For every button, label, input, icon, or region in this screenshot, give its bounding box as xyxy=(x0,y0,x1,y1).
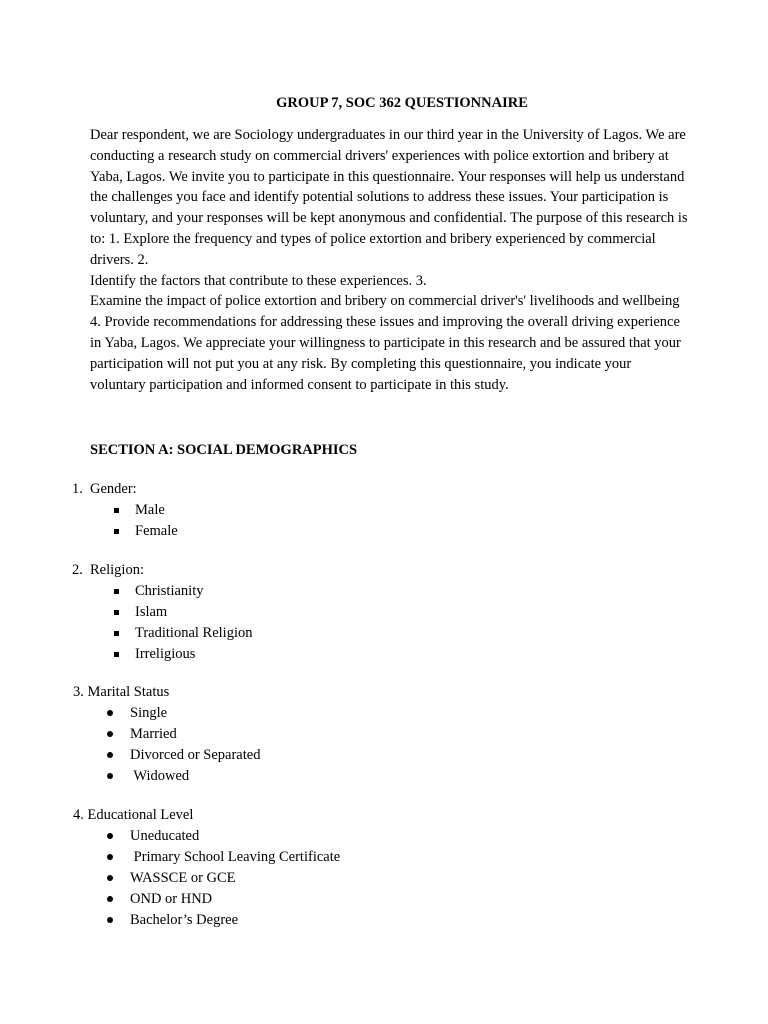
intro-paragraph: Examine the impact of police extortion and bribery on commercial driver's' livelihoods and wellbeing 4. Provide recommendations for addressing these issues and improving the overall driving experience in Yaba, Lagos. We appreciate your willingness to participate in this research and be assured that your participation will not put you at any risk. By completing this questionnaire, you indicate your voluntary participation and informed consent to participate in this study. xyxy=(90,293,681,393)
option-text: Primary School Leaving Certificate xyxy=(130,849,341,865)
intro-paragraph: Dear respondent, we are Sociology undergraduates in our third year in the University of Lagos. We are conducting a research study on commercial drivers' experiences with police extortion and bribery at Yaba, Lagos. We invite you to participate in this questionnaire. Your responses will help us understand the challenges you face and identify potential solutions to address these issues. Your participation is voluntary, and your responses will be kept anonymous and confidential. The purpose of this research is to: 1. Explore the frequency and types of police extortion and bribery experienced by commercial drivers. 2. xyxy=(90,127,688,268)
option-item[interactable] xyxy=(72,581,204,602)
option-item[interactable] xyxy=(72,521,178,542)
round-bullet-icon xyxy=(107,833,113,839)
round-bullet-icon xyxy=(107,875,113,881)
option-item[interactable] xyxy=(72,623,253,644)
square-bullet-icon xyxy=(114,508,119,513)
option-item[interactable] xyxy=(73,703,169,724)
option-text: Widowed xyxy=(130,768,190,784)
option-item[interactable] xyxy=(73,868,236,889)
option-text: Irreligious xyxy=(135,646,196,662)
option-list xyxy=(73,826,341,931)
option-item[interactable] xyxy=(73,847,341,868)
question-number: 4. xyxy=(73,807,84,823)
question-text: Gender: xyxy=(90,481,137,497)
option-text: Female xyxy=(135,523,178,539)
intro-paragraph: Identify the factors that contribute to these experiences. 3. xyxy=(90,272,427,289)
option-text: Divorced or Separated xyxy=(130,747,261,763)
square-bullet-icon xyxy=(114,589,119,594)
option-item[interactable] xyxy=(73,889,213,910)
question-label xyxy=(72,479,137,500)
question-label xyxy=(73,805,193,826)
option-text: OND or HND xyxy=(130,891,213,907)
round-bullet-icon xyxy=(107,752,113,758)
option-item[interactable] xyxy=(73,724,177,745)
option-item[interactable] xyxy=(73,910,239,931)
option-text: WASSCE or GCE xyxy=(130,870,236,886)
option-list xyxy=(72,500,178,542)
square-bullet-icon xyxy=(114,529,119,534)
option-item[interactable] xyxy=(73,766,190,787)
document-title: GROUP 7, SOC 362 QUESTIONNAIRE xyxy=(276,95,528,111)
question-religion xyxy=(72,560,253,665)
round-bullet-icon xyxy=(107,896,113,902)
question-text: Educational Level xyxy=(87,807,194,823)
question-number: 2. xyxy=(72,562,83,578)
question-gender xyxy=(72,479,178,542)
option-item[interactable] xyxy=(73,826,200,847)
option-text: Single xyxy=(130,705,168,721)
round-bullet-icon xyxy=(107,854,113,860)
option-item[interactable] xyxy=(73,745,261,766)
round-bullet-icon xyxy=(107,710,113,716)
question-label xyxy=(72,560,144,581)
option-item[interactable] xyxy=(72,602,168,623)
option-list xyxy=(73,703,261,787)
option-text: Uneducated xyxy=(130,828,200,844)
question-text: Marital Status xyxy=(87,684,170,700)
option-text: Islam xyxy=(135,604,168,620)
round-bullet-icon xyxy=(107,773,113,779)
question-educational-level xyxy=(73,805,341,931)
question-text: Religion: xyxy=(90,562,144,578)
option-text: Christianity xyxy=(135,583,204,599)
option-text: Married xyxy=(130,726,177,742)
question-marital-status xyxy=(73,682,261,787)
option-item[interactable] xyxy=(72,500,165,521)
intro-text xyxy=(90,125,690,395)
question-number: 3. xyxy=(73,684,84,700)
question-label xyxy=(73,682,169,703)
round-bullet-icon xyxy=(107,731,113,737)
round-bullet-icon xyxy=(107,917,113,923)
section-a-heading: SECTION A: SOCIAL DEMOGRAPHICS xyxy=(90,442,358,458)
question-number: 1. xyxy=(72,481,83,497)
option-text: Bachelor’s Degree xyxy=(130,912,239,928)
option-text: Traditional Religion xyxy=(135,625,253,641)
option-list xyxy=(72,581,253,665)
option-item[interactable] xyxy=(72,644,196,665)
option-text: Male xyxy=(135,502,165,518)
square-bullet-icon xyxy=(114,610,119,615)
square-bullet-icon xyxy=(114,631,119,636)
square-bullet-icon xyxy=(114,652,119,657)
